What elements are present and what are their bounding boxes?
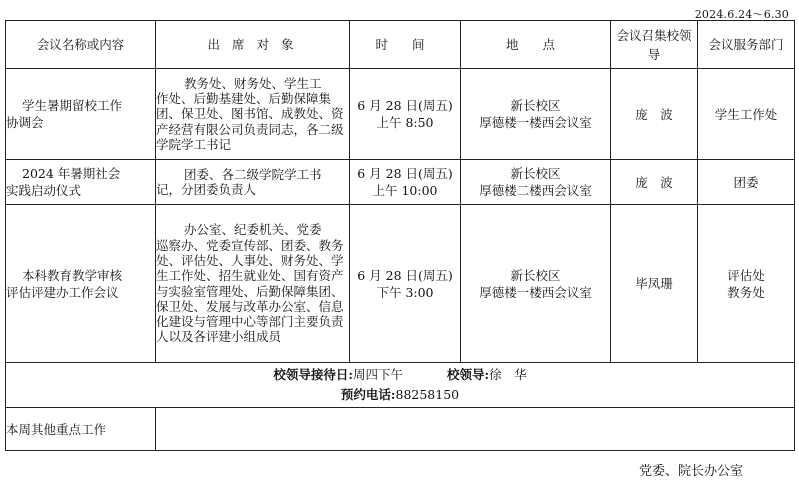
meeting-leader: 毕凤珊 (611, 205, 698, 363)
attendees: 教务处、财务处、学生工 作处、后勤基建处、后勤保障集团、保卫处、图书馆、成教处、资产经营有限公司负责同志，各二级学院学工书记 (156, 69, 350, 160)
meeting-place: 新长校区 厚德楼一楼西会议室 (461, 205, 611, 363)
header-place: 地 点 (461, 21, 611, 69)
service-dept: 团委 (698, 160, 795, 205)
reception-leader-label: 校领导: (446, 367, 490, 382)
header-name: 会议名称或内容 (6, 21, 156, 69)
meeting-leader: 庞 波 (611, 69, 698, 160)
meeting-name: 学生暑期留校工作 协调会 (6, 69, 156, 160)
service-dept: 评估处 教务处 (698, 205, 795, 363)
header-dept: 会议服务部门 (698, 21, 795, 69)
attendees: 团委、各二级学院学工书 记，分团委负责人 (156, 160, 350, 205)
table-row (6, 205, 795, 363)
reception-phone-label: 预约电话: (340, 387, 396, 402)
meeting-place: 新长校区 厚德楼一楼西会议室 (461, 69, 611, 160)
meeting-schedule-table (5, 20, 795, 451)
reception-row (6, 363, 795, 408)
table-row (6, 69, 795, 160)
meeting-time: 6 月 28 日(周五) 下午 3:00 (350, 205, 461, 363)
other-work-row (6, 408, 795, 451)
reception-phone-value: 88258150 (395, 387, 460, 402)
issuer-footer: 党委、院长办公室 (638, 464, 743, 479)
header-attendees: 出 席 对 象 (156, 21, 350, 69)
reception-info (6, 363, 795, 408)
meeting-place: 新长校区 厚德楼二楼西会议室 (461, 160, 611, 205)
meeting-leader: 庞 波 (611, 160, 698, 205)
meeting-time: 6 月 28 日(周五) 上午 10:00 (350, 160, 461, 205)
header-time: 时 间 (350, 21, 461, 69)
attendees: 办公室、纪委机关、党委 巡察办、党委宣传部、团委、教务处、评估处、人事处、财务处、学生工作处、招生就业处、国有资产与实验室管理处、后勤保障集团、保卫处、发展与改革办公室、信息化建设与管理中心等部门主要负责人以及各评建小组成员 (156, 205, 350, 363)
reception-leader-value: 徐 华 (489, 367, 527, 382)
meeting-name: 2024 年暑期社会 实践启动仪式 (6, 160, 156, 205)
meeting-time: 6 月 28 日(周五) 上午 8:50 (350, 69, 461, 160)
other-work-label: 本周其他重点工作 (6, 408, 156, 451)
reception-day-label: 校领导接待日: (273, 367, 353, 382)
header-row (6, 21, 795, 69)
date-range: 2024.6.24～6.30 (694, 8, 789, 21)
other-work-content (156, 408, 795, 451)
table-row (6, 160, 795, 205)
reception-day-value: 周四下午 (353, 367, 404, 382)
header-leader: 会议召集校领导 (611, 21, 698, 69)
service-dept: 学生工作处 (698, 69, 795, 160)
meeting-name: 本科教育教学审核 评估评建办工作会议 (6, 205, 156, 363)
